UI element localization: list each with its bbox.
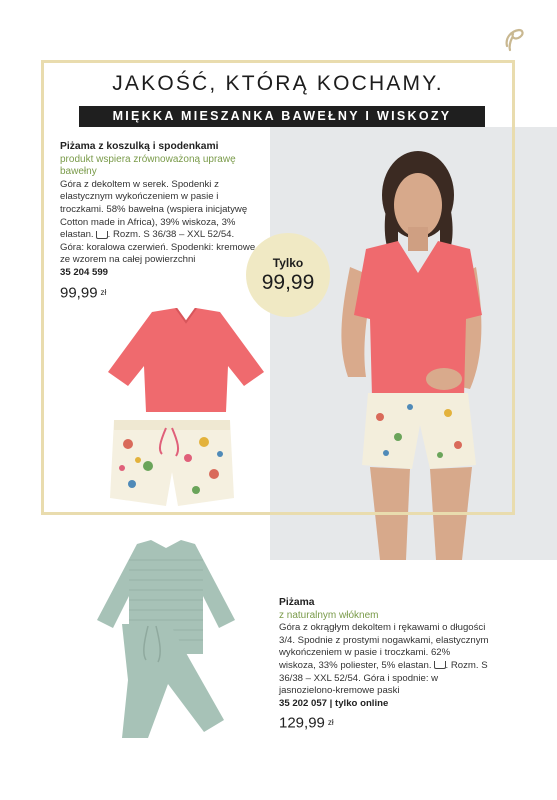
product-2-price-value: 129,99 <box>279 714 325 732</box>
product-1-currency: zł <box>100 287 107 297</box>
product-2-price <box>279 714 489 732</box>
product-1-description-rest: . Rozm. S 36/38 – XXL 52/54. Góra: koralowa czerwień. Spodenki: kremowe ze wzorem na całej powierzchni <box>60 229 256 266</box>
product-1-subtitle: produkt wspiera zrównoważoną uprawę bawełny <box>60 153 236 178</box>
product-2-currency: zł <box>327 718 334 728</box>
product-1-description-text: Góra z dekoltem w serek. Spodenki z elastycznym wykończeniem w pasie i troczkami. 58% bawełna (wspiera inicjatywę Cotton made in Africa), 39% wiskoza, 3% elastan. <box>60 178 248 241</box>
product-2-description-text: Góra z okrągłym dekoltem i rękawami o długości 3/4. Spodnie z prostymi nogawkami, elastycznym wykończeniem w pasie i troczkami. 62% wiskoza, 33% poliester, 5% elastan. <box>279 622 489 671</box>
product-1-info <box>60 141 260 299</box>
price-badge-value: 99,99 <box>261 271 315 294</box>
product-2-subtitle: z naturalnym włóknem <box>279 609 379 621</box>
floral-shorts-image <box>108 414 236 510</box>
wash-icon <box>434 661 446 669</box>
product-2-info <box>279 597 489 730</box>
product-1-description <box>60 179 260 267</box>
product-2-sku: 35 202 057 <box>279 697 328 709</box>
product-2-sku-line <box>279 698 489 711</box>
coral-tshirt-image <box>104 308 268 416</box>
product-2-title: Piżama <box>279 597 315 608</box>
wash-icon <box>96 231 108 239</box>
headline: JAKOŚĆ, KTÓRĄ KOCHAMY. <box>112 72 444 95</box>
product-1-title: Piżama z koszulką i spodenkami <box>60 141 219 152</box>
product-1-price <box>60 283 260 301</box>
product-2-description <box>279 622 489 698</box>
product-1-price-value: 99,99 <box>60 283 98 301</box>
sage-pants-image <box>104 620 228 740</box>
price-badge <box>246 233 330 317</box>
product-1-sku: 35 204 599 <box>60 266 109 278</box>
brand-logo-icon <box>503 28 525 52</box>
product-2-sku-note: | tylko online <box>327 697 389 709</box>
banner: MIĘKKA MIESZANKA BAWEŁNY I WISKOZY <box>79 106 485 127</box>
product-2-description-rest: . Rozm. S 36/38 – XXL 52/54. Góra i spodnie: w jasnozielono-kremowe paski <box>279 659 488 697</box>
price-badge-label: Tylko <box>272 256 304 270</box>
